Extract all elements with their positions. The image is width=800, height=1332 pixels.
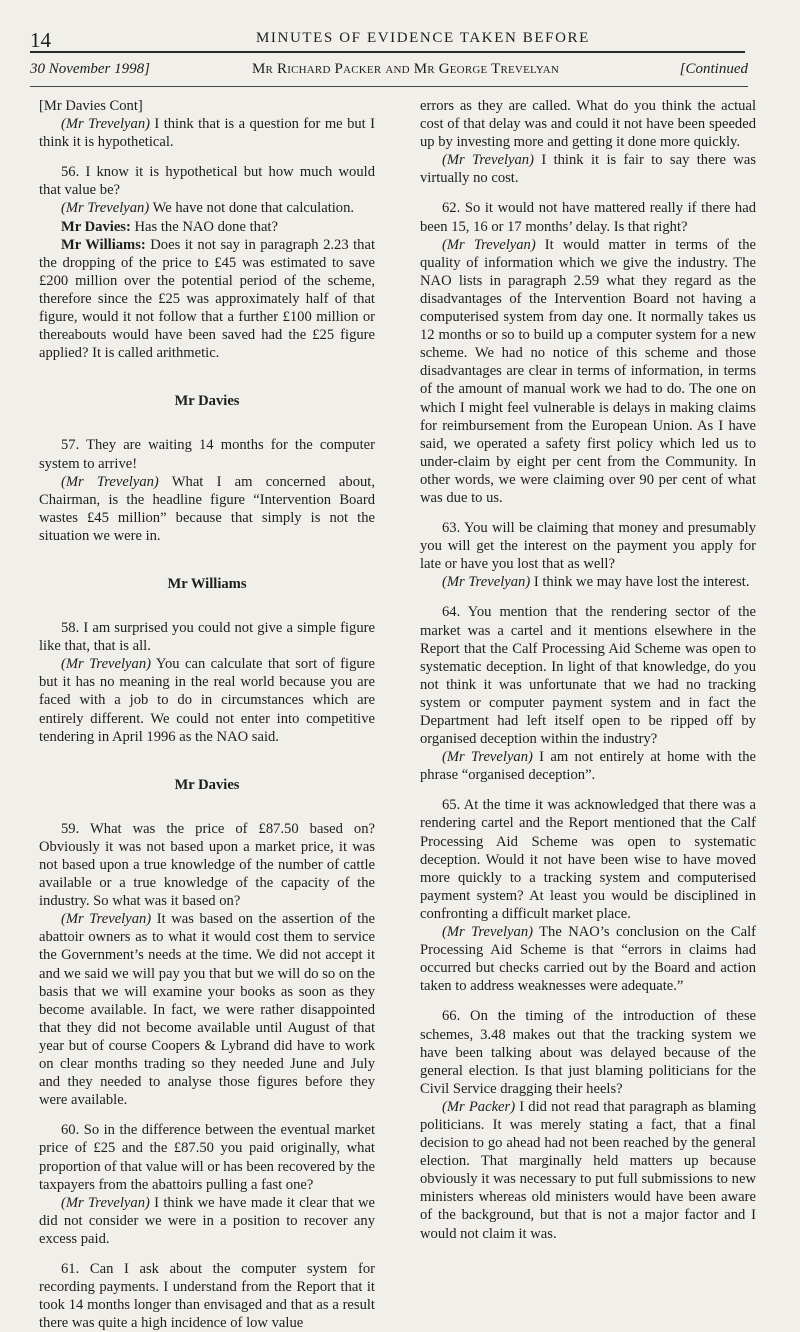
witness-label: (Mr Trevelyan) xyxy=(61,116,150,133)
paragraph xyxy=(420,573,756,591)
question-57: 57. They are waiting 14 months for the computer system to arrive! xyxy=(39,437,375,472)
answer-text: We have not done that calculation. xyxy=(149,200,355,217)
answer-text: The NAO’s conclusion on the Calf Processing Aid Scheme is that “errors in claims had occurred but checks carried out by the Board and action taken to address weaknesses were adequate.” xyxy=(420,924,756,995)
witness-label: (Mr Trevelyan) xyxy=(61,911,152,928)
paragraph xyxy=(420,748,756,784)
paragraph xyxy=(39,473,375,545)
right-column xyxy=(420,97,756,1243)
speaker-heading: Mr Davies xyxy=(174,393,240,410)
witness-names: Mr Richard Packer and Mr George Trevelyan xyxy=(252,61,560,77)
paragraph xyxy=(39,655,375,745)
paragraph xyxy=(39,115,375,151)
paragraph xyxy=(39,199,375,217)
sub-header xyxy=(30,61,748,81)
question-56: 56. I know it is hypothetical but how much would that value be? xyxy=(39,164,375,199)
continued-speaker-label: [Mr Davies Cont] xyxy=(39,98,143,114)
speaker-heading: Mr Davies xyxy=(174,776,240,793)
paragraph xyxy=(39,910,375,1109)
question-62: 62. So it would not have mattered really if there had been 15, 16 or 17 months’ delay. Is that right? xyxy=(420,200,756,235)
witness-label: (Mr Trevelyan) xyxy=(442,924,533,941)
question-66: 66. On the timing of the introduction of these schemes, 3.48 makes out that the tracking system we have been talking about was delayed because of the general election. Is that just blaming politicians for the Civil Service dragging their heels? xyxy=(420,1008,756,1097)
question-65: 65. At the time it was acknowledged that there was a rendering cartel and the Report mentioned that the Calf Processing Aid Scheme was open to systematic deception. Would it not have been wise to have moved more quickly to a tracking system and computerised payment system? At least you would be disciplined in confronting a difficult market place. xyxy=(420,797,756,922)
question-64: 64. You mention that the rendering sector of the market was a cartel and it mentions elsewhere in the Report that the Calf Processing Aid Scheme was open to systematic deception. In light of that knowledge, do you not think it was unfortunate that we had no tracking system or computer payment system and in fact the Department had left itself open to be ripped off by organised deception within the industry? xyxy=(420,604,756,748)
answer-text: What I am concerned about, Chairman, is the headline figure “Intervention Board wastes £45 million” because that simply is not the situation we were in. xyxy=(39,473,375,544)
paragraph xyxy=(39,1194,375,1248)
left-column xyxy=(39,97,375,1332)
paragraph xyxy=(39,236,375,363)
speaker-name: Mr Williams: xyxy=(61,236,146,253)
speaker-name: Mr Davies: xyxy=(61,218,131,235)
answer-text: I am not entirely at home with the phrase “organised deception”. xyxy=(420,749,756,784)
answer-text: I think that is a question for me but I think it is hypothetical. xyxy=(39,116,376,151)
paragraph xyxy=(420,1098,756,1243)
speech-text: Does it not say in paragraph 2.23 that the dropping of the price to £45 was estimated to save £200 million over the potential period of the scheme, therefore since the £25 was approximately half of that figure, would it not follow that a further £100 million or thereabouts would have been saved had the £25 figure applied? It is called arithmetic. xyxy=(39,236,375,362)
witness-label: (Mr Trevelyan) xyxy=(61,1194,150,1211)
witness-label: (Mr Trevelyan) xyxy=(442,574,531,591)
paragraph xyxy=(420,151,756,187)
witness-label: (Mr Trevelyan) xyxy=(61,656,151,673)
paragraph xyxy=(39,218,375,236)
answer-text: I think it is fair to say there was virtually no cost. xyxy=(420,152,756,187)
continued-paragraph: errors as they are called. What do you think the actual cost of that delay was and could it not have been speeded up by investing more and getting it done more quickly. xyxy=(420,98,756,151)
sub-header-rule xyxy=(30,86,748,87)
speaker-heading: Mr Williams xyxy=(167,575,247,592)
question-58: 58. I am surprised you could not give a simple figure like that, that is all. xyxy=(39,620,375,655)
witness-label: (Mr Trevelyan) xyxy=(442,236,536,253)
answer-text: I think we have made it clear that we did not consider we were in a position to recover any excess paid. xyxy=(39,1194,375,1247)
paragraph xyxy=(420,923,756,995)
page-number: 14 xyxy=(30,28,51,52)
question-61: 61. Can I ask about the computer system for recording payments. I understand from the Report that it took 14 months longer than envisaged and that as a result there was quite a high incidence of low value xyxy=(39,1260,375,1332)
speech-text: Has the NAO done that? xyxy=(130,218,278,235)
running-title: MINUTES OF EVIDENCE TAKEN BEFORE xyxy=(256,30,590,46)
answer-text: I think we may have lost the interest. xyxy=(530,574,750,591)
answer-text: I did not read that paragraph as blaming politicians. It was merely stating a fact, that a final decision to go ahead had not been reached by the general election. That marginally held matters up because obviously it was necessary to put full submissions to new ministers whereas old ministers would have been aware of the background, but that is not a major factor and I would not claim it was. xyxy=(420,1098,756,1242)
session-date: 30 November 1998] xyxy=(30,61,150,77)
question-60: 60. So in the difference between the eventual market price of £25 and the £87.50 you paid originally, what proportion of that value will or has been recovered by the taxpayers from the abattoirs pulling a fast one? xyxy=(39,1122,375,1193)
question-63: 63. You will be claiming that money and presumably you will get the interest on the payment you apply for late or have you lost that as well? xyxy=(420,520,756,573)
running-header xyxy=(30,28,740,50)
witness-label: (Mr Trevelyan) xyxy=(61,473,159,490)
header-rule xyxy=(30,51,745,53)
paragraph xyxy=(420,236,756,507)
continued-label: [Continued xyxy=(679,61,748,77)
answer-text: It would matter in terms of the quality of information which we give the industry. The NAO lists in paragraph 2.59 what they regard as the disadvantages of the Intervention Board not having a computerised system from day one. It normally takes us 12 months or so to build up a computer system for a new scheme. We had no notice of this scheme and those disadvantages are clear in terms of information, in terms of the amount of manual work we had to do. The one on which I might feel vulnerable is delays in making claims for reimbursement from the European Union. As I have said, we operated a safety first policy which led us to under-claim by eight per cent from the Community. In other words, we were claiming over 90 per cent of what was due to us. xyxy=(420,236,756,506)
question-59: 59. What was the price of £87.50 based on? Obviously it was not based upon a market price, it was not based upon a true knowledge of the number of cattle available or a true knowledge of the capacity of the industry. So what was it based on? xyxy=(39,820,375,910)
answer-text: You can calculate that sort of figure but it has no meaning in the real world because you are faced with a job to do in circumstances which are entirely different. We could not enter into competitive tendering in April 1996 as the NAO said. xyxy=(39,656,375,745)
witness-label: (Mr Trevelyan) xyxy=(442,749,533,766)
witness-label: (Mr Packer) xyxy=(442,1098,516,1115)
witness-label: (Mr Trevelyan) xyxy=(442,152,534,169)
answer-text: It was based on the assertion of the abattoir owners as to what it would cost them to service the Government’s needs at the time. We did not accept it and we said we will pay you that but we will do so on the basis that we will examine your books as soon as they become available. In fact, we were rather disappointed that they did not become available until August of that year but of course Coopers & Lybrand did have to work on clear months trading so they needed June and July and they needed to analyse those figures before they were available. xyxy=(39,911,375,1109)
witness-label: (Mr Trevelyan) xyxy=(61,200,150,217)
